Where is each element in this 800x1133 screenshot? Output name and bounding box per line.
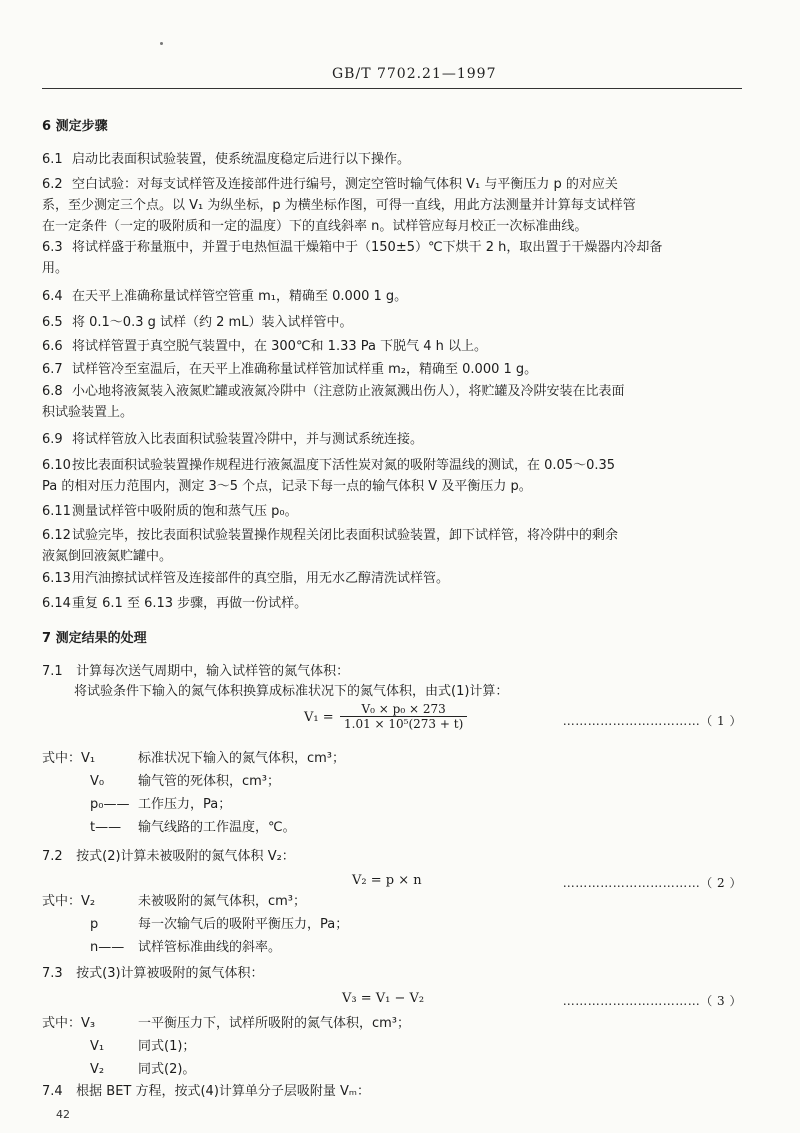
step-6-6 (42, 338, 742, 356)
variable-description: 每一次输气后的吸附平衡压力，Pa； (138, 917, 349, 932)
variable-symbol: 式中：V₁ (42, 751, 96, 766)
step-text: 用汽油擦拭试样管及连接部件的真空脂，用无水乙醇清洗试样管。 (72, 571, 450, 586)
step-text: 将试样管置于真空脱气装置中，在 300℃和 1.33 Pa 下脱气 4 h 以上。 (72, 339, 488, 354)
where-item (42, 750, 345, 768)
equation-3 (42, 988, 742, 1014)
variable-description: 同式(1)； (138, 1039, 196, 1054)
variable-symbol: V₂ (90, 1062, 105, 1077)
step-text: 启动比表面积试验装置，使系统温度稳定后进行以下操作。 (72, 152, 411, 167)
equation-1 (42, 702, 742, 732)
step-number: 6.8 (42, 384, 63, 399)
variable-symbol: t—— (90, 820, 122, 835)
step-6-10 (42, 457, 742, 475)
where-item (42, 939, 281, 957)
step-number: 6.7 (42, 362, 63, 377)
where-item (42, 893, 306, 911)
variable-description: 输气管的死体积，cm³； (138, 774, 281, 789)
equation-number: ……………………………（ 1 ） (562, 714, 742, 728)
step-number: 6.2 (42, 177, 63, 192)
step-6-7 (42, 361, 742, 379)
step-6-2-cont (42, 218, 742, 236)
where-item (42, 1038, 195, 1056)
step-text: 将试样盛于称量瓶中，并置于电热恒温干燥箱中于（150±5）℃下烘干 2 h，取出置于干燥器内冷却备 (72, 240, 663, 255)
step-number: 6.6 (42, 339, 63, 354)
step-6-3 (42, 239, 742, 257)
variable-symbol: V₀ (90, 774, 105, 789)
step-6-9 (42, 431, 742, 449)
fraction-numerator: V₀ × p₀ × 273 (340, 702, 467, 717)
step-text: 用。 (42, 261, 69, 276)
step-number: 6.10 (42, 458, 71, 473)
fraction-denominator: 1.01 × 10⁵(273 + t) (344, 717, 464, 731)
step-text: 空白试验：对每支试样管及连接部件进行编号，测定空管时输气体积 V₁ 与平衡压力 p 的对应关 (72, 177, 618, 192)
variable-symbol: 式中：V₃ (42, 1016, 96, 1031)
equation-body: V₂ = p × n (352, 873, 422, 888)
variable-description: 工作压力，Pa； (138, 797, 232, 812)
variable-description: 一平衡压力下，试样所吸附的氮气体积，cm³； (138, 1016, 411, 1031)
standard-number: GB/T 7702.21—1997 (332, 66, 497, 82)
step-number: 6.9 (42, 432, 63, 447)
variable-symbol: 式中：V₂ (42, 894, 96, 909)
step-6-12-cont (42, 548, 742, 566)
variable-description: 标准状况下输入的氮气体积，cm³； (138, 751, 346, 766)
variable-description: 输气线路的工作温度，℃。 (138, 820, 296, 835)
step-6-1 (42, 151, 742, 169)
step-text: 试样管冷至室温后，在天平上准确称量试样管加试样重 m₂，精确至 0.000 1 g。 (72, 362, 538, 377)
step-number: 6.12 (42, 528, 71, 543)
step-text: 重复 6.1 至 6.13 步骤，再做一份试样。 (72, 596, 308, 611)
step-number: 6.13 (42, 571, 71, 586)
where-item (42, 916, 348, 934)
step-6-8-cont (42, 404, 742, 422)
step-6-4 (42, 288, 742, 306)
variable-symbol: p₀—— (90, 797, 130, 812)
step-text: Pa 的相对压力范围内，测定 3～5 个点，记录下每一点的输气体积 V 及平衡压力 p。 (42, 479, 532, 494)
step-6-13 (42, 570, 742, 588)
step-number: 6.5 (42, 315, 63, 330)
clause-text: 按式(3)计算被吸附的氮气体积： (76, 966, 264, 981)
step-text: 在天平上准确称量试样管空管重 m₁，精确至 0.000 1 g。 (72, 289, 408, 304)
step-text: 将 0.1～0.3 g 试样（约 2 mL）装入试样管中。 (72, 315, 353, 330)
where-item (42, 819, 296, 837)
step-6-2 (42, 176, 742, 194)
variable-description: 试样管标准曲线的斜率。 (138, 940, 282, 955)
section-6-title: 6 测定步骤 (42, 119, 108, 134)
step-number: 6.1 (42, 152, 63, 167)
clause-text: 根据 BET 方程，按式(4)计算单分子层吸附量 Vₘ： (76, 1084, 371, 1099)
variable-symbol: p (90, 917, 99, 932)
step-6-2-cont (42, 197, 742, 215)
step-6-3-cont (42, 260, 742, 278)
step-6-10-cont (42, 478, 742, 496)
clause-number: 7.3 (42, 966, 63, 981)
clause-7-4 (42, 1083, 742, 1101)
step-number: 6.14 (42, 596, 71, 611)
equation-number: ……………………………（ 3 ） (562, 994, 742, 1008)
step-6-14 (42, 595, 742, 613)
step-text: 试验完毕，按比表面积试验装置操作规程关闭比表面积试验装置，卸下试样管，将冷阱中的剩余 (72, 528, 619, 543)
step-text: 积试验装置上。 (42, 405, 134, 420)
variable-symbol: n—— (90, 940, 125, 955)
equation-lhs: V₁ = (304, 710, 334, 725)
step-text: 在一定条件（一定的吸附质和一定的温度）下的直线斜率 n。试样管应每月校正一次标准曲线。 (42, 219, 588, 234)
clause-number: 7.4 (42, 1084, 63, 1099)
clause-number: 7.2 (42, 849, 63, 864)
step-text: 将试样管放入比表面积试验装置冷阱中，并与测试系统连接。 (72, 432, 424, 447)
step-number: 6.3 (42, 240, 63, 255)
header-rule (42, 88, 742, 89)
step-6-11 (42, 503, 742, 521)
step-text: 液氮倒回液氮贮罐中。 (42, 549, 173, 564)
step-6-5 (42, 314, 742, 332)
section-7-title: 7 测定结果的处理 (42, 631, 147, 646)
step-6-12 (42, 527, 742, 545)
step-number: 6.11 (42, 504, 71, 519)
clause-7-1-line2: 将试验条件下输入的氮气体积换算成标准状况下的氮气体积，由式(1)计算： (74, 684, 509, 699)
clause-text: 按式(2)计算未被吸附的氮气体积 V₂： (76, 849, 295, 864)
where-item (42, 773, 280, 791)
variable-description: 同式(2)。 (138, 1062, 196, 1077)
step-text: 系，至少测定三个点。以 V₁ 为纵坐标，p 为横坐标作图，可得一直线，用此方法测量并计算每支试样管 (42, 198, 636, 213)
clause-7-2 (42, 848, 742, 866)
variable-symbol: V₁ (90, 1039, 105, 1054)
step-number: 6.4 (42, 289, 63, 304)
where-item (42, 1061, 195, 1079)
clause-text: 计算每次送气周期中，输入试样管的氮气体积： (76, 664, 350, 679)
page-number: 42 (56, 1108, 70, 1121)
where-item (42, 796, 231, 814)
page-header (0, 66, 800, 90)
step-6-8 (42, 383, 742, 401)
variable-description: 未被吸附的氮气体积，cm³； (138, 894, 307, 909)
equation-fraction (334, 702, 467, 731)
equation-number: ……………………………（ 2 ） (562, 876, 742, 890)
clause-7-1 (42, 663, 742, 681)
equation-body: V₃ = V₁ − V₂ (342, 991, 425, 1006)
clause-number: 7.1 (42, 664, 63, 679)
clause-7-3 (42, 965, 742, 983)
scan-speck (160, 42, 163, 45)
step-text: 测量试样管中吸附质的饱和蒸气压 p₀。 (72, 504, 298, 519)
where-item (42, 1015, 410, 1033)
step-text: 按比表面积试验装置操作规程进行液氮温度下活性炭对氮的吸附等温线的测试，在 0.05～0.35 (72, 458, 616, 473)
step-text: 小心地将液氮装入液氮贮罐或液氮冷阱中（注意防止液氮溅出伤人），将贮罐及冷阱安装在比表面 (72, 384, 625, 399)
